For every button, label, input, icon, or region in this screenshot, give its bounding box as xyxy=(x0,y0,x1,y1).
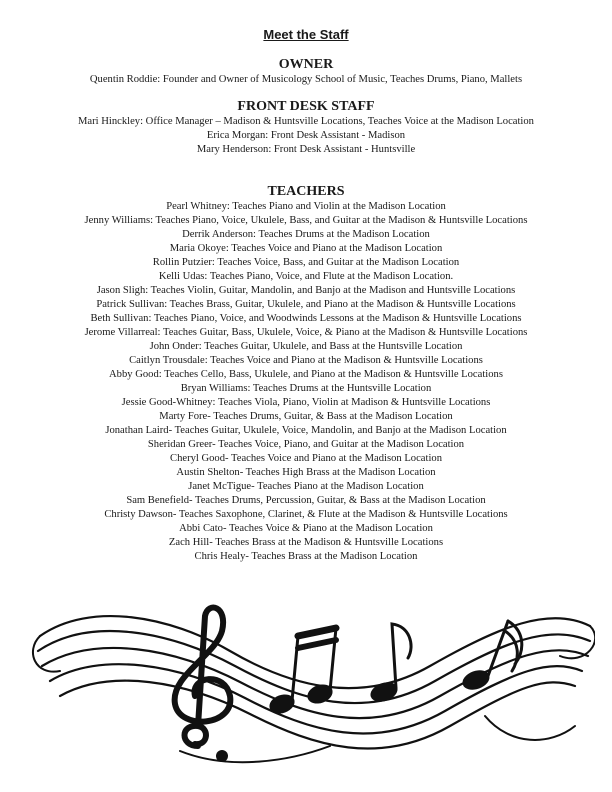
teacher-line: Abbi Cato- Teaches Voice & Piano at the Madison Location xyxy=(179,523,433,534)
teacher-line: Jason Sligh: Teaches Violin, Guitar, Mandolin, and Banjo at the Madison and Huntsville Locations xyxy=(96,285,516,296)
owner-section xyxy=(0,56,612,87)
owner-line: Quentin Roddie: Founder and Owner of Musicology School of Music, Teaches Drums, Piano, Mallets xyxy=(89,74,523,85)
teacher-line: Pearl Whitney: Teaches Piano and Violin at the Madison Location xyxy=(166,201,446,212)
front-desk-line: Mari Hinckley: Office Manager – Madison & Huntsville Locations, Teaches Voice at the Madison Location xyxy=(78,116,534,127)
front-desk-line: Erica Morgan: Front Desk Assistant - Madison xyxy=(206,130,406,141)
teachers-section xyxy=(0,183,612,564)
teacher-line: Rollin Putzier: Teaches Voice, Bass, and Guitar at the Madison Location xyxy=(152,257,460,268)
teacher-line: Bryan Williams: Teaches Drums at the Huntsville Location xyxy=(180,383,432,394)
teacher-line: Derrik Anderson: Teaches Drums at the Madison Location xyxy=(182,229,430,240)
teacher-line: Patrick Sullivan: Teaches Brass, Guitar, Ukulele, and Piano at the Madison & Huntsville Locations xyxy=(96,299,516,310)
teacher-line: Caitlyn Trousdale: Teaches Voice and Piano at the Madison & Huntsville Locations xyxy=(129,355,483,366)
teacher-line: Janet McTigue- Teaches Piano at the Madison Location xyxy=(188,481,424,492)
teacher-line: Austin Shelton- Teaches High Brass at the Madison Location xyxy=(176,467,436,478)
front-desk-line: Mary Henderson: Front Desk Assistant - Huntsville xyxy=(196,144,416,155)
teacher-line: Maria Okoye: Teaches Voice and Piano at the Madison Location xyxy=(169,243,443,254)
teacher-line: Jenny Williams: Teaches Piano, Voice, Ukulele, Bass, and Guitar at the Madison & Huntsville Locations xyxy=(84,215,528,226)
owner-heading: OWNER xyxy=(278,57,334,72)
front-desk-section xyxy=(0,98,612,157)
teacher-line: Chris Healy- Teaches Brass at the Madison Location xyxy=(194,551,418,562)
teacher-line: Sheridan Greer- Teaches Voice, Piano, and Guitar at the Madison Location xyxy=(147,439,465,450)
teacher-line: Jonathan Laird- Teaches Guitar, Ukulele, Voice, Mandolin, and Banjo at the Madison Location xyxy=(105,425,507,436)
teacher-line: Christy Dawson- Teaches Saxophone, Clarinet, & Flute at the Madison & Huntsville Locations xyxy=(104,509,508,520)
front-desk-heading: FRONT DESK STAFF xyxy=(237,99,375,114)
teacher-line: Beth Sullivan: Teaches Piano, Voice, and Woodwinds Lessons at the Madison & Huntsville Locations xyxy=(90,313,522,324)
teacher-line: Jessie Good-Whitney: Teaches Viola, Piano, Violin at Madison & Huntsville Locations xyxy=(121,397,491,408)
teacher-line: John Onder: Teaches Guitar, Ukulele, and Bass at the Huntsville Location xyxy=(149,341,463,352)
teacher-line: Jerome Villarreal: Teaches Guitar, Bass, Ukulele, Voice, & Piano at the Madison & Huntsville Locations xyxy=(84,327,528,338)
page-title: Meet the Staff xyxy=(263,27,349,42)
teachers-heading: TEACHERS xyxy=(267,184,345,199)
teacher-line: Cheryl Good- Teaches Voice and Piano at the Madison Location xyxy=(170,453,442,464)
teacher-line: Marty Fore- Teaches Drums, Guitar, & Bass at the Madison Location xyxy=(159,411,453,422)
teacher-line: Abby Good: Teaches Cello, Bass, Ukulele, and Piano at the Madison & Huntsville Locations xyxy=(109,369,503,380)
teacher-line: Sam Benefield- Teaches Drums, Percussion, Guitar, & Bass at the Madison Location xyxy=(126,495,486,506)
teacher-line: Kelli Udas: Teaches Piano, Voice, and Flute at the Madison Location. xyxy=(158,271,454,282)
music-staff-notes-icon xyxy=(30,596,595,771)
teacher-line: Zach Hill- Teaches Brass at the Madison & Huntsville Locations xyxy=(168,537,444,548)
